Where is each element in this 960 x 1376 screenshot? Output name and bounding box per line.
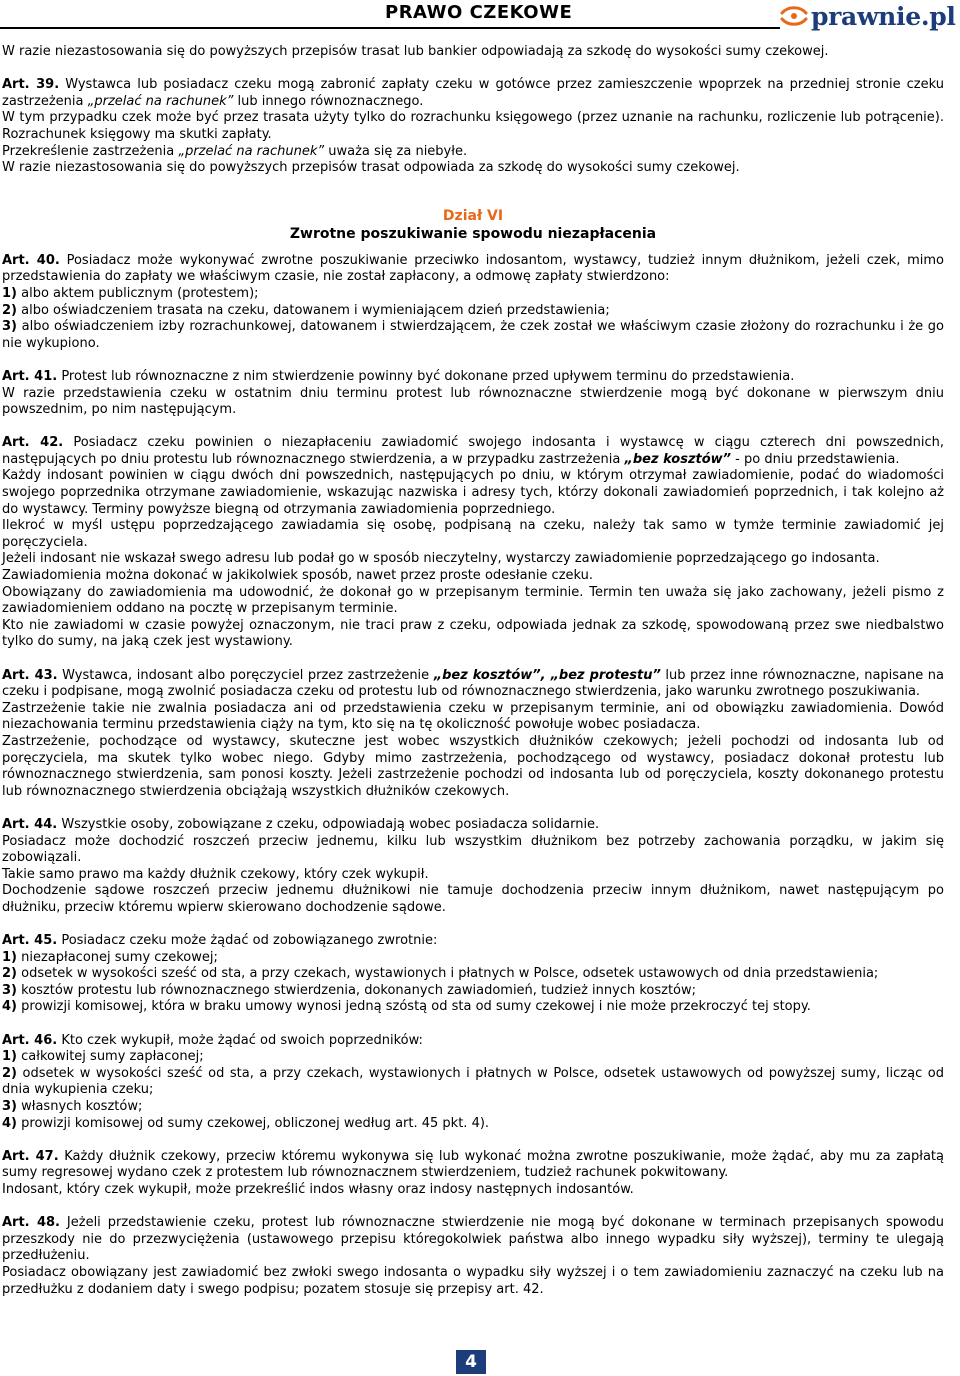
art-39-paragraph-4: W razie niezastosowania się do powyższych przepisów trasat odpowiada za szkodę do wysokości sumy czekowej. [2,160,740,176]
document-title: PRAWO CZEKOWE [385,2,573,23]
page-header [0,0,960,32]
art-46-item: 2) odsetek w wysokości sześć od sta, a przy czekach, wystawionych i płatnych w Polsce, odsetek ustawowych od powyższej sumy, licząc od dnia wykupienia czeku; [2,1065,944,1098]
art-45-label: Art. 45. [2,933,58,949]
art-39-paragraph-2: W tym przypadku czek może być przez trasata użyty tylko do rozrachunku księgowego (przez uznanie na rachunku, rozliczenie lub potrącenie). Rozrachunek księgowy ma skutki zapłaty. [2,110,944,142]
art-44-paragraph-4: Dochodzenie sądowe roszczeń przeciw jednemu dłużnikowi nie tamuje dochodzenia przeciw innym dłużnikom, nawet następującym po dłużniku, przeciw któremu wpierw skierowano dochodzenie sądowe. [2,883,944,915]
art-41-paragraph-1: Art. 41. Protest lub równoznaczne z nim stwierdzenie powinny być dokonane przed upływem terminu do przedstawienia. [2,368,795,384]
art-40-label: Art. 40. [2,252,60,268]
intro-paragraph: W razie niezastosowania się do powyższych przepisów trasat lub bankier odpowiadają za szkodę do wysokości sumy czekowej. [2,44,829,59]
art-46-label: Art. 46. [2,1032,58,1048]
art-46-paragraph-1: Art. 46. Kto czek wykupił, może żądać od swoich poprzedników: [2,1032,423,1048]
art-44-paragraph-2: Posiadacz może dochodzić roszczeń przeciw jednemu, kilku lub wszystkim dłużnikom bez potrzeby zachowania porządku, w jakim się zobowiązali. [2,833,944,866]
art-40-item: 1) albo aktem publicznym (protestem); [2,285,259,301]
art-47-paragraph-1: Art. 47. Każdy dłużnik czekowy, przeciw któremu wykonywa się lub wykonać można zwrotne poszukiwanie, może żądać, aby mu za zapłatą sumy regresowej wydano czek z protestem lub równoznacznem stwierdzeniem, tudzież rachunek pokwitowany. [2,1148,944,1181]
art-42-label: Art. 42. [2,435,64,451]
art-45-item: 3) kosztów protestu lub równoznacznego stwierdzenia, dokonanych zawiadomień, tudzież innych kosztów; [2,982,697,998]
art-45-item: 4) prowizji komisowej, która w braku umowy wynosi jedną szóstą od sta od sumy czekowej i nie może przekroczyć tej stopy. [2,999,811,1015]
art-40-paragraph-1: Art. 40. Posiadacz może wykonywać zwrotne poszukiwanie przeciwko indosantom, wystawcy, tudzież innym dłużnikom, jeżeli czek, mimo przedstawienia do zapłaty we właściwym czasie, nie został zapłacony, a odmowę zapłaty stwierdzono: [2,252,944,285]
art-45-paragraph-1: Art. 45. Posiadacz czeku może żądać od zobowiązanego zwrotnie: [2,933,438,949]
art-42-paragraph-6: Obowiązany do zawiadomienia ma udowodnić, że dokonał go w przepisanym terminie. Termin ten uważa się jako zachowany, jeżeli pismo z zawiadomieniem oddano na pocztę w przepisanym terminie. [2,584,944,617]
document-body [2,44,944,1298]
art-42-paragraph-3: Ilekroć w myśl ustępu poprzedzającego zawiadamia się osobę, podpisaną na czeku, należy tak samo w tymże terminie zawiadomić jej poręczyciela. [2,518,944,550]
art-41-label: Art. 41. [2,368,58,384]
art-41-paragraph-2: W razie przedstawienia czeku w ostatnim dniu terminu protest lub równoznaczne stwierdzenie mogą być dokonane w pierwszym dniu powszednim, po nim następującym. [2,385,944,418]
quoted-clause: „bez kosztów” [624,451,732,467]
header-rule [0,27,780,29]
prawnie-logo-icon [778,4,810,28]
art-47-label: Art. 47. [2,1148,59,1164]
art-44-label: Art. 44. [2,816,58,832]
art-45-item: 1) niezapłaconej sumy czekowej; [2,949,218,965]
art-45-item: 2) odsetek w wysokości sześć od sta, a przy czekach, wystawionych i płatnych w Polsce, odsetek ustawowych od dnia przedstawienia; [2,966,879,982]
art-46-item: 3) własnych kosztów; [2,1099,143,1115]
art-40-item: 2) albo oświadczeniem trasata na czeku, datowanem i wymieniającem dzień przedstawienia; [2,302,610,318]
quoted-clause: „bez protestu” [550,667,661,683]
art-44-paragraph-3: Takie samo prawo ma każdy dłużnik czekowy, który czek wykupił. [2,866,429,882]
section-title: Zwrotne poszukiwanie spowodu niezapłacenia [289,225,657,242]
logo-text: prawnie.pl [811,1,956,31]
art-46-item: 1) całkowitej sumy zapłaconej; [2,1049,204,1065]
quoted-clause: „bez kosztów” [433,667,541,683]
art-39-paragraph-1: Art. 39. Wystawca lub posiadacz czeku mogą zabronić zapłaty czeku w gotówce przez zamieszczenie wpoprzek na przedniej stronie czeku zastrzeżenia „przelać na rachunek” lub innego równoznacznego. [2,77,944,109]
art-43-paragraph-2: Zastrzeżenie takie nie zwalnia posiadacza ani od przedstawienia czeku w przepisanym terminie, ani od obowiązku zawiadomienia. Dowód niezachowania terminu przedstawienia ciąży na tym, kto się na tę okoliczność powołuje wobec posiadacza. [2,700,944,733]
art-39-label: Art. 39. [2,77,60,93]
art-42-paragraph-2: Każdy indosant powinien w ciągu dwóch dni powszednich, następujących po dniu, w którym otrzymał zawiadomienie, podać do wiadomości swojego poprzednika otrzymane zawiadomienie, wskazując nazwiska i adresy tych, którzy dokonali zawiadomień poprzednich, i tak kolejno aż do wystawcy. Terminy powyższe biegną od otrzymania zawiadomienia poprzedniego. [2,468,944,517]
prawnie-logo[interactable] [778,2,956,30]
section-label: Dział VI [442,207,504,224]
art-43-paragraph-3: Zastrzeżenie, pochodzące od wystawcy, skuteczne jest wobec wszystkich dłużników czekowych; jeżeli pochodzi od indosanta lub od poręczyciela, ma skutek tylko wobec niego. Gdyby mimo zastrzeżenia, pochodzącego od wystawcy, posiadacz dokonał protestu lub równoznacznego stwierdzenia, sam ponosi koszty. Jeżeli zastrzeżenie pochodzi od indosanta lub od poręczyciela, koszty dokonanego protestu lub równoznacznego stwierdzenia obciążają wszystkich dłużników czekowych. [2,733,944,799]
art-40-item: 3) albo oświadczeniem izby rozrachunkowej, datowanem i stwierdzającem, że czek został we właściwym czasie złożony do rozrachunku i że go nie wykupiono. [2,319,944,351]
art-48-paragraph-1: Art. 48. Jeżeli przedstawienie czeku, protest lub równoznaczne stwierdzenie nie mogą być dokonane w terminach przepisanych spowodu przeszkody nie do przezwyciężenia (ustawowego przepisu któregokolwiek państwa albo innego wypadku siły wyższej), terminy te ulegają przedłużeniu. [2,1215,944,1264]
art-42-paragraph-4: Jeżeli indosant nie wskazał swego adresu lub podał go w sposób nieczytelny, wystarczy zawiadomienie poprzedzającego go indosanta. [2,551,880,567]
art-39-paragraph-3: Przekreślenie zastrzeżenia „przelać na rachunek” uważa się za niebyłe. [2,143,468,159]
art-44-paragraph-1: Art. 44. Wszystkie osoby, zobowiązane z czeku, odpowiadają wobec posiadacza solidarnie. [2,816,600,832]
quoted-clause: „przelać na rachunek” [87,93,234,109]
page-number: 4 [456,1350,486,1374]
art-42-paragraph-5: Zawiadomienia można dokonać w jakikolwiek sposób, nawet przez proste odesłanie czeku. [2,568,594,584]
art-42-paragraph-1: Art. 42. Posiadacz czeku powinien o niezapłaceniu zawiadomić swojego indosanta i wystawcę w ciągu czterech dni powszednich, następujących po dniu protestu lub równoznacznego stwierdzenia, a w przypadku zastrzeżenia „bez kosztów” - po dniu przedstawienia. [2,435,944,467]
art-43-paragraph-1: Art. 43. Wystawca, indosant albo poręczyciel przez zastrzeżenie „bez kosztów”, „bez protestu” lub przez inne równoznaczne, napisane na czeku i podpisane, mogą zwolnić posiadacza czeku od protestu lub od równoznacznego stwierdzenia, jako warunku zwrotnego poszukiwania. [2,667,945,700]
art-47-paragraph-2: Indosant, który czek wykupił, może przekreślić indos własny oraz indosy następnych indosantów. [2,1182,634,1197]
art-48-paragraph-2: Posiadacz obowiązany jest zawiadomić bez zwłoki swego indosanta o wypadku siły wyższej i o tem zawiadomieniu zaznaczyć na czeku lub na przedłużku z dodaniem daty i swego podpisu; pozatem stosuje się przepisy art. 42. [2,1264,944,1297]
quoted-clause: „przelać na rachunek” [178,143,325,159]
art-48-label: Art. 48. [2,1215,60,1231]
art-43-label: Art. 43. [2,667,58,683]
art-46-item: 4) prowizji komisowej od sumy czekowej, obliczonej według art. 45 pkt. 4). [2,1115,490,1131]
art-42-paragraph-7: Kto nie zawiadomi w czasie powyżej oznaczonym, nie traci praw z czeku, odpowiada jednak za szkodę, spowodowaną przez swe niedbalstwo tylko do sumy, na jaką czek jest wystawiony. [2,617,944,650]
